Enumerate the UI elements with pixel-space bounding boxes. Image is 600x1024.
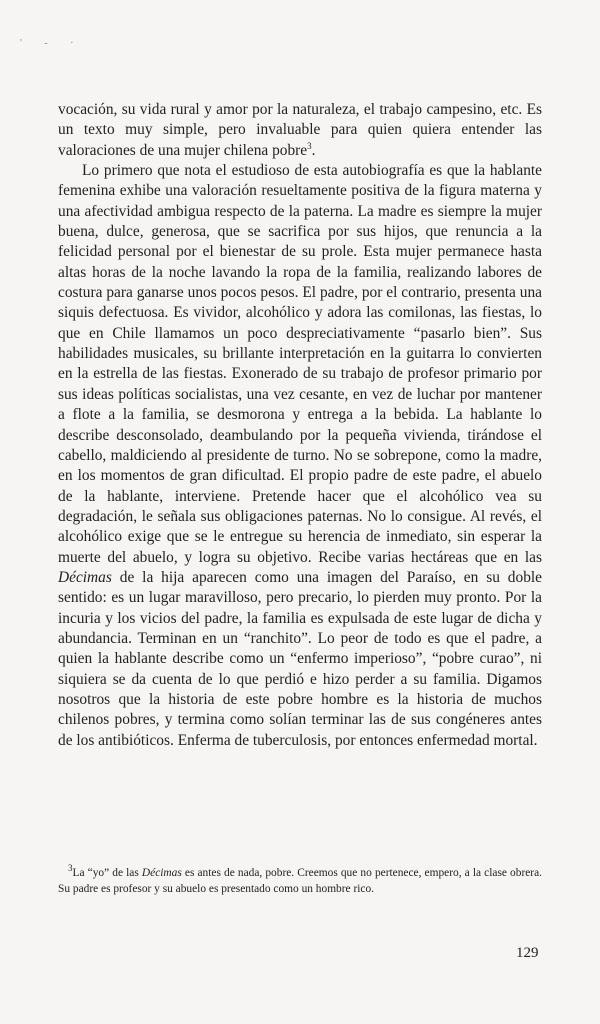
footnote: [58, 865, 542, 897]
paragraph: [58, 161, 542, 751]
body-text: [58, 100, 542, 751]
footnote-reference: 3: [307, 140, 312, 151]
italic-title: Décimas: [58, 568, 112, 586]
paragraph-text: Lo primero que nota el estudioso de esta autobiografía es que la hablante femenina exhibe una valoración resueltamente positiva de la figura materna y una afectividad ambigua respecto de la paterna. La madre es siempre la mujer buena, dulce, generosa, que se sacrifica por sus hijos, que renuncia a la felicidad personal por el bienestar de su prole. Esta mujer permanece hasta altas horas de la noche lavando la ropa de la familia, realizando labores de costura para ganarse unos pocos pesos. El padre, por el contrario, presenta una siquis defectuosa. Es vividor, alcohólico y adora las comilonas, las fiestas, lo que en Chile llamamos un poco despreciativamente “pasarlo bien”. Sus habilidades musicales, su brillante interpretación en la guitarra lo convierten en la estrella de las fiestas. Exonerado de su trabajo de profesor primario por sus ideas políticas socialistas, una vez cesante, en vez de luchar por mantener a flote a la familia, se desmorona y entrega a la bebida. La hablante lo describe desconsolado, deambulando por la pequeña vivienda, tirándose el cabello, maldiciendo al presidente de turno. No se sobrepone, como la madre, en los momentos de gran dificultad. El propio padre de este padre, el abuelo de la hablante, interviene. Pretende hacer que el alcohólico vea su degradación, le señala sus obligaciones paternas. No lo consigue. Al revés, el alcohólico exige que se le entregue su herencia de inmediato, sin esperar la muerte del abuelo, y logra su objetivo. Recibe varias hectáreas que en las: [58, 162, 542, 566]
footnote-marker: 3: [68, 863, 73, 874]
italic-title: Décimas: [141, 867, 182, 879]
paragraph: vocación, su vida rural y amor por la naturaleza, el trabajo campesino, etc. Es un texto muy simple, pero invaluable para quien quiera entender las valoraciones de una mujer chilena pobre$^3$.: [58, 101, 542, 159]
paragraph-text: de la hija aparecen como una imagen del Paraíso, en su doble sentido: es un lugar maravilloso, pero precario, lo pierden muy pronto. Por la incuria y los vicios del padre, la familia es expulsada de este lugar de dicha y abundancia. Terminan en un “ranchito”. Lo peor de todo es que el padre, a quien la hablante describe como un “enfermo imperioso”, “pobre curao”, ni siquiera se da cuenta de lo que perdió e hizo perder a su familia. Digamos nosotros que la historia de este pobre hombre es la historia de muchos chilenos pobres, y termina como solían terminar las de sus congéneres antes de los antibióticos. Enferma de tuberculosis, por entonces enfermedad mortal.: [58, 568, 542, 749]
scan-specks: ' - ·: [20, 38, 84, 49]
page-number: 129: [516, 945, 539, 961]
paragraph-text: vocación, su vida rural y amor por la naturaleza, el trabajo campesino, etc. Es un texto muy simple, pero invaluable para quien quiera entender las valoraciones de una mujer chilena pobre: [58, 101, 542, 159]
footnote-text: $^3$La “yo” de las Décimas es antes de nada, pobre. Creemos que no pertenece, empero, a la clase obrera. Su padre es profesor y su abuelo es presentado como un hombre rico.: [58, 863, 542, 895]
